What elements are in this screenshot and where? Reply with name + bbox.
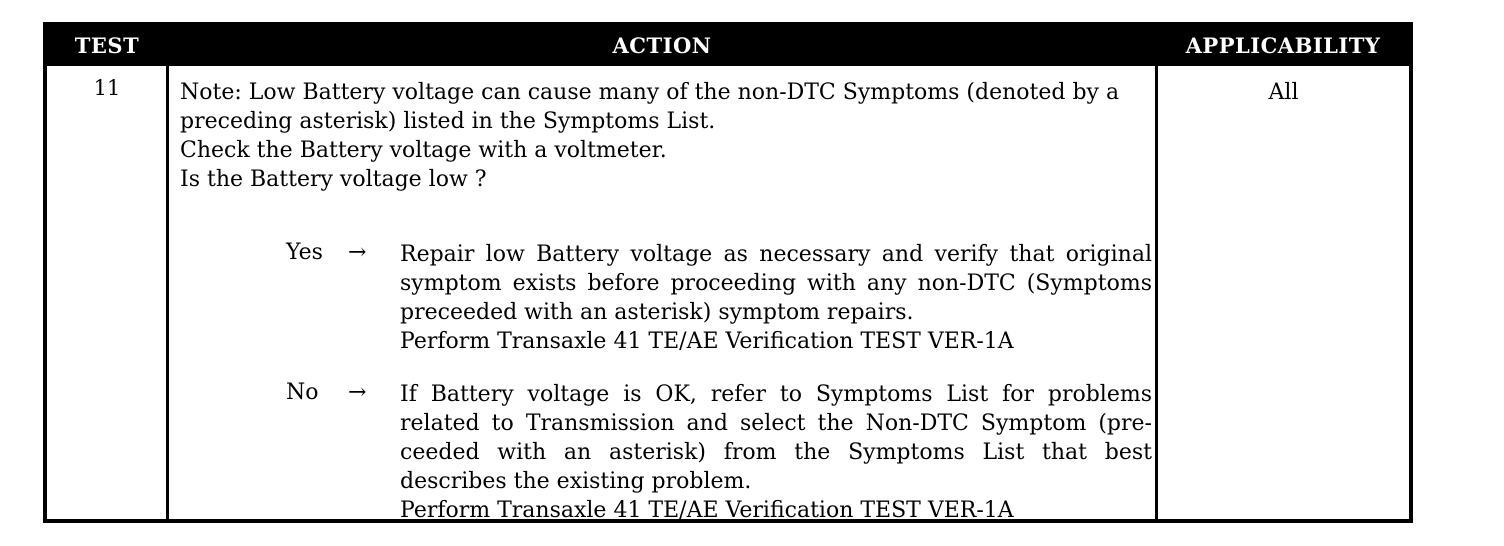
header-action: ACTION: [612, 33, 712, 58]
header-test: TEST: [74, 33, 140, 58]
header-applicability: APPLICABILITY: [1185, 33, 1381, 58]
right-arrow-icon: →: [348, 240, 367, 265]
outcome-no-line: related to Transmission and select the Non-DTC Symptom (pre-: [400, 411, 1152, 436]
outcome-no-line: ceeded with an asterisk) from the Symptoms List that best: [400, 440, 1152, 465]
outcome-yes-line: symptom exists before proceeding with any non-DTC (Symptoms: [400, 271, 1152, 296]
outcome-yes-text: [400, 240, 1152, 356]
outcome-yes-line: Repair low Battery voltage as necessary and verify that original: [400, 242, 1152, 267]
action-intro-line: Check the Battery voltage with a voltmeter.: [180, 138, 667, 163]
action-cell: [180, 78, 1152, 523]
test-number: 11: [93, 76, 121, 100]
table-header-row: [47, 26, 1409, 66]
outcome-no-line: describes the existing problem.: [400, 469, 752, 494]
action-intro-line: Note: Low Battery voltage can cause many of the non-DTC Symptoms (denoted by a: [180, 80, 1120, 105]
outcome-no-line: If Battery voltage is OK, refer to Symptoms List for problems: [400, 382, 1152, 407]
diagnostic-test-table: [43, 22, 1413, 523]
outcome-yes-line: preceeded with an asterisk) symptom repairs.: [400, 300, 914, 325]
outcome-yes-line: Perform Transaxle 41 TE/AE Verification TEST VER-1A: [400, 329, 1014, 354]
outcome-no-text: [400, 380, 1152, 525]
outcome-yes-label: Yes: [286, 240, 323, 265]
column-divider-applicability: [1155, 66, 1158, 519]
outcome-no-label: No: [286, 380, 319, 405]
right-arrow-icon: →: [348, 380, 367, 405]
action-intro-line: preceding asterisk) listed in the Symptoms List.: [180, 109, 716, 134]
applicability-value: All: [1268, 80, 1299, 105]
outcome-no-line: Perform Transaxle 41 TE/AE Verification TEST VER-1A: [400, 498, 1014, 523]
action-intro-line: Is the Battery voltage low ?: [180, 167, 487, 192]
column-divider-test: [166, 66, 169, 519]
